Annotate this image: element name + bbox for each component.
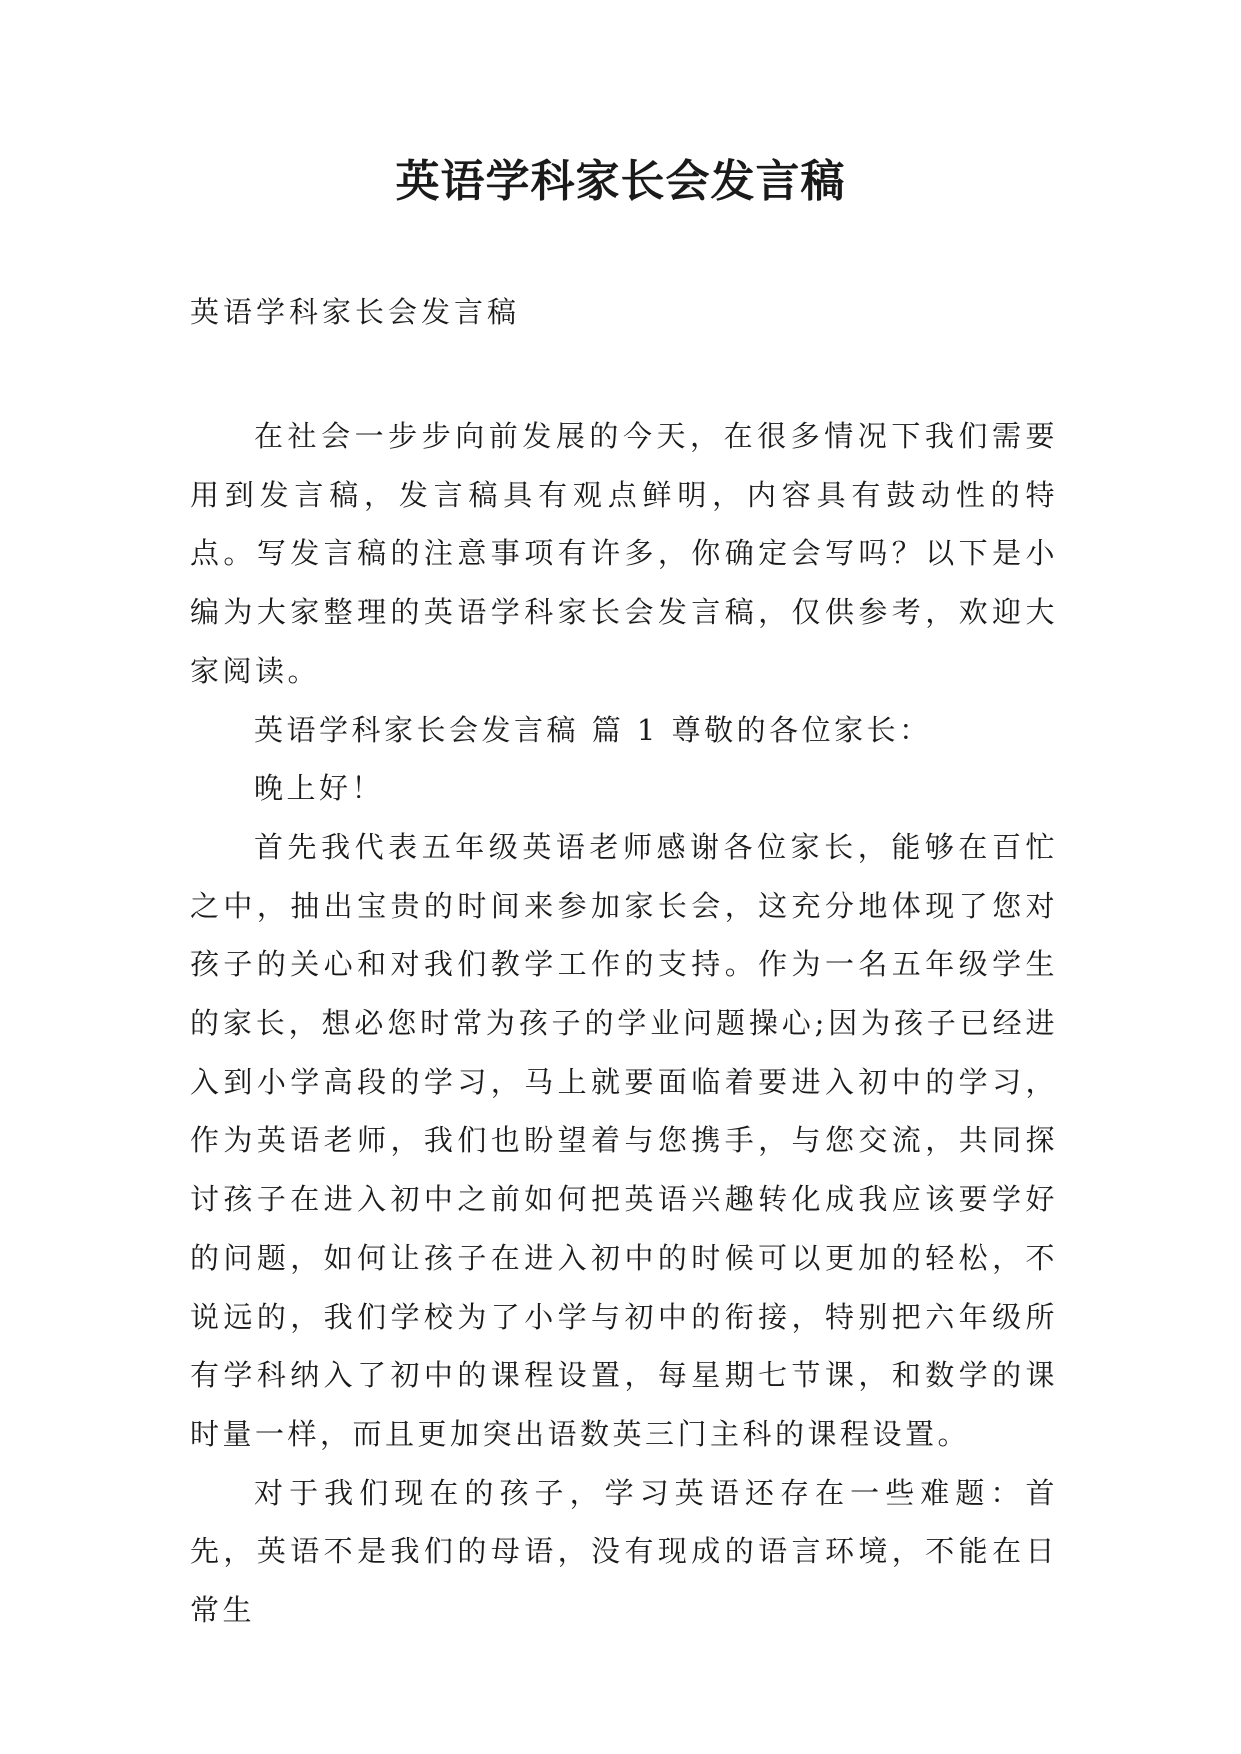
paragraph-greeting: 晚上好！	[254, 771, 385, 806]
paragraph-body: 首先我代表五年级英语老师感谢各位家长，能够在百忙之中，抽出宝贵的时间来参加家长会，这充分地体现了您对孩子的关心和对我们教学工作的支持。作为一名五年级学生的家长，想必您时常为孩子的学业问题操心;因为孩子已经进入到小学高段的学习，马上就要面临着要进入初中的学习，作为英语老师，我们也盼望着与您携手，与您交流，共同探讨孩子在进入初中之前如何把英语兴趣转化成我应该要学好的问题，如何让孩子在进入初中的时候可以更加的轻松，不说远的，我们学校为了小学与初中的衔接，特别把六年级所有学科纳入了初中的课程设置，每星期七节课，和数学的课时量一样，而且更加突出语数英三门主科的课程设置。	[190, 829, 1058, 1451]
document-subtitle: 英语学科家长会发言稿	[190, 295, 521, 329]
paragraph-intro: 在社会一步步向前发展的今天，在很多情况下我们需要用到发言稿，发言稿具有观点鲜明，内容具有鼓动性的特点。写发言稿的注意事项有许多，你确定会写吗？以下是小编为大家整理的英语学科家长会发言稿，仅供参考，欢迎大家阅读。	[190, 419, 1058, 688]
paragraph-heading: 英语学科家长会发言稿 篇 1 尊敬的各位家长：	[254, 712, 932, 747]
paragraph-body-continued: 对于我们现在的孩子，学习英语还存在一些难题：首先，英语不是我们的母语，没有现成的语言环境，不能在日常生	[190, 1475, 1058, 1628]
document-title: 英语学科家长会发言稿	[395, 156, 846, 207]
document-body	[190, 407, 1058, 1640]
